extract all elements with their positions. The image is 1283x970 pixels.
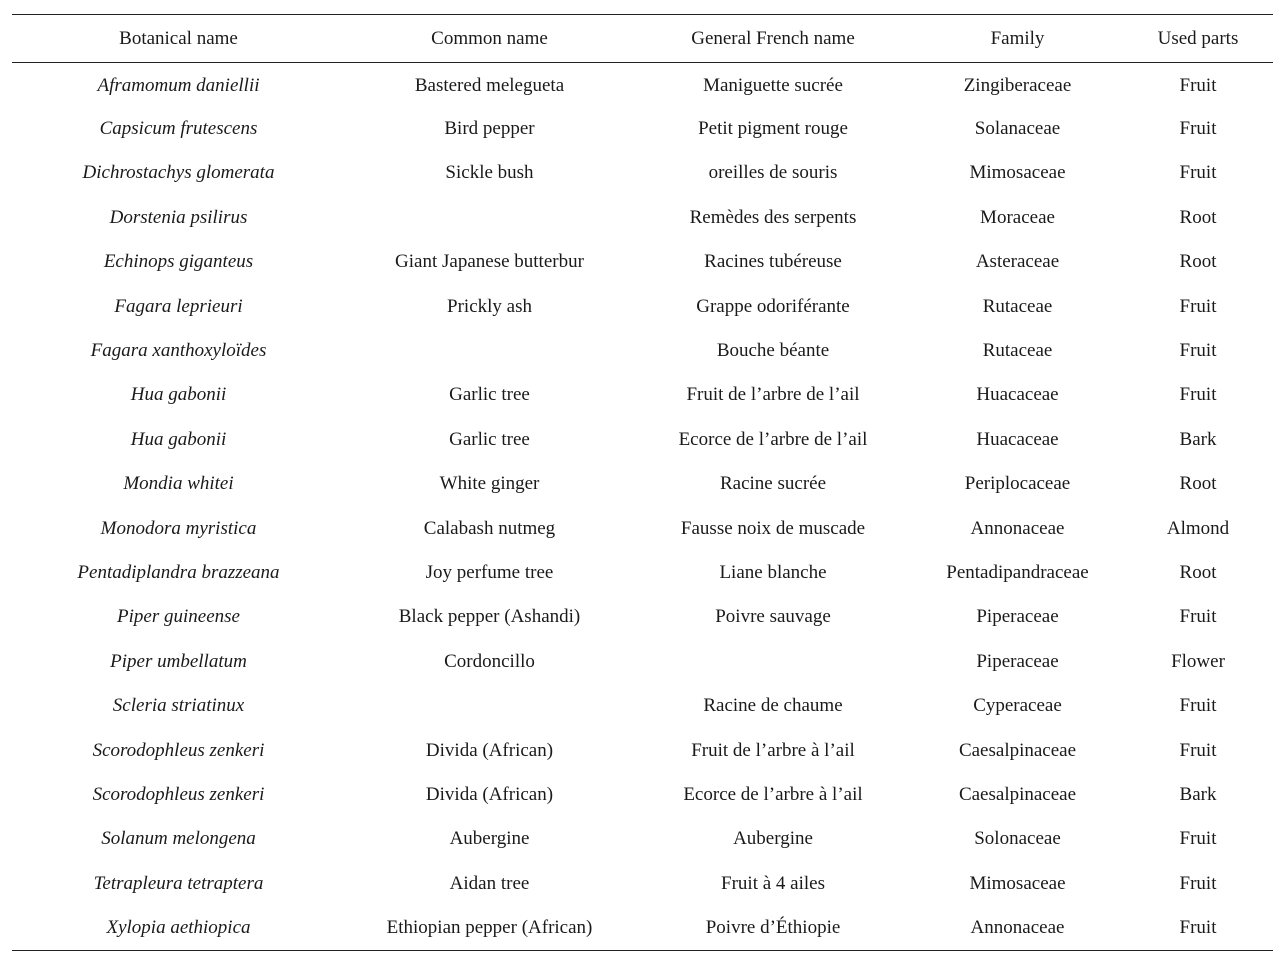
cell-botanical-name: Scleria striatinux	[112, 695, 245, 717]
table-row	[12, 595, 1273, 639]
table-row	[12, 862, 1273, 906]
table-row	[12, 196, 1273, 240]
plant-table-container	[12, 14, 1273, 951]
cell-french-name: Fruit de l’arbre de l’ail	[686, 384, 860, 406]
cell-used-parts: Root	[1179, 473, 1217, 495]
cell-used-parts: Flower	[1171, 650, 1225, 672]
cell-common-name: Bastered melegueta	[414, 74, 565, 96]
cell-common-name: Aidan tree	[449, 872, 530, 894]
cell-family: Caesalpinaceae	[958, 739, 1077, 761]
table-row	[12, 63, 1273, 107]
cell-french-name: Petit pigment rouge	[698, 118, 848, 140]
cell-used-parts: Fruit	[1179, 739, 1217, 761]
cell-common-name: Calabash nutmeg	[423, 517, 556, 539]
table-row	[12, 906, 1273, 950]
table-row	[12, 418, 1273, 462]
cell-used-parts: Root	[1179, 251, 1217, 273]
table-row	[12, 817, 1273, 861]
cell-botanical-name: Hua gabonii	[130, 428, 227, 450]
cell-family: Annonaceae	[970, 916, 1065, 938]
header-row	[12, 15, 1273, 63]
cell-common-name: Cordoncillo	[444, 650, 535, 672]
cell-french-name: Poivre sauvage	[715, 606, 831, 628]
table-header	[12, 15, 1273, 63]
cell-botanical-name: Piper guineense	[117, 606, 240, 628]
table-row	[12, 107, 1273, 151]
cell-common-name	[345, 196, 634, 240]
cell-common-name: Garlic tree	[449, 428, 530, 450]
table-row	[12, 373, 1273, 417]
cell-french-name: Racine sucrée	[719, 473, 827, 495]
cell-french-name: Aubergine	[733, 828, 813, 850]
cell-french-name: Fausse noix de muscade	[680, 517, 866, 539]
cell-used-parts: Fruit	[1179, 74, 1217, 96]
cell-botanical-name: Fagara leprieuri	[114, 295, 243, 317]
cell-common-name: Black pepper (Ashandi)	[398, 606, 581, 628]
cell-botanical-name: Dichrostachys glomerata	[82, 162, 275, 184]
cell-botanical-name: Fagara xanthoxyloïdes	[90, 340, 267, 362]
cell-family: Rutaceae	[982, 295, 1053, 317]
cell-family: Solonaceae	[974, 828, 1061, 850]
cell-botanical-name: Solanum melongena	[101, 828, 256, 850]
table-row	[12, 462, 1273, 506]
cell-family: Huacaceae	[976, 428, 1059, 450]
cell-french-name: Ecorce de l’arbre de l’ail	[678, 428, 868, 450]
cell-family: Solanaceae	[974, 118, 1061, 140]
cell-family: Periplocaceae	[964, 473, 1071, 495]
cell-french-name: Ecorce de l’arbre à l’ail	[683, 783, 863, 805]
table-row	[12, 240, 1273, 284]
table-row	[12, 684, 1273, 728]
table-row	[12, 329, 1273, 373]
cell-common-name: Bird pepper	[444, 118, 535, 140]
cell-used-parts: Fruit	[1179, 828, 1217, 850]
cell-used-parts: Almond	[1166, 517, 1230, 539]
cell-family: Asteraceae	[975, 251, 1060, 273]
header-family: Family	[990, 27, 1045, 49]
cell-botanical-name: Xylopia aethiopica	[106, 916, 251, 938]
cell-french-name: Fruit de l’arbre à l’ail	[691, 739, 855, 761]
cell-used-parts: Root	[1179, 561, 1217, 583]
cell-botanical-name: Piper umbellatum	[110, 650, 247, 672]
cell-family: Rutaceae	[982, 340, 1053, 362]
cell-family: Mimosaceae	[969, 872, 1066, 894]
cell-common-name: Joy perfume tree	[425, 561, 554, 583]
table-row	[12, 151, 1273, 195]
cell-french-name: Racine de chaume	[703, 695, 843, 717]
cell-french-name: Maniguette sucrée	[703, 74, 843, 96]
cell-botanical-name: Monodora myristica	[100, 517, 257, 539]
cell-french-name: Remèdes des serpents	[689, 206, 857, 228]
cell-family: Pentadipandraceae	[946, 561, 1089, 583]
cell-used-parts: Fruit	[1179, 162, 1217, 184]
cell-used-parts: Fruit	[1179, 695, 1217, 717]
table-body	[12, 63, 1273, 951]
cell-french-name: Grappe odoriférante	[696, 295, 850, 317]
plant-table	[12, 14, 1273, 951]
cell-family: Cyperaceae	[973, 695, 1062, 717]
cell-used-parts: Fruit	[1179, 295, 1217, 317]
cell-family: Huacaceae	[976, 384, 1059, 406]
table-row	[12, 506, 1273, 550]
cell-botanical-name: Hua gabonii	[130, 384, 227, 406]
header-french-name: General French name	[691, 27, 855, 49]
cell-common-name: Prickly ash	[447, 295, 532, 317]
cell-botanical-name: Tetrapleura tetraptera	[93, 872, 264, 894]
cell-botanical-name: Echinops giganteus	[103, 251, 254, 273]
cell-family: Caesalpinaceae	[958, 783, 1077, 805]
cell-common-name: Garlic tree	[449, 384, 530, 406]
cell-family: Piperaceae	[976, 650, 1059, 672]
cell-used-parts: Root	[1179, 206, 1217, 228]
table-row	[12, 728, 1273, 772]
cell-used-parts: Fruit	[1179, 340, 1217, 362]
cell-common-name: Divida (African)	[425, 783, 554, 805]
cell-family: Annonaceae	[970, 517, 1065, 539]
header-used-parts: Used parts	[1157, 27, 1239, 49]
cell-common-name: Sickle bush	[445, 162, 534, 184]
cell-used-parts: Fruit	[1179, 606, 1217, 628]
cell-family: Zingiberaceae	[963, 74, 1072, 96]
cell-used-parts: Fruit	[1179, 916, 1217, 938]
cell-common-name: Ethiopian pepper (African)	[386, 916, 593, 938]
cell-common-name: White ginger	[439, 473, 540, 495]
cell-botanical-name: Aframomum daniellii	[97, 74, 260, 96]
cell-family: Mimosaceae	[969, 162, 1066, 184]
cell-botanical-name: Scorodophleus zenkeri	[92, 783, 265, 805]
cell-botanical-name: Mondia whitei	[123, 473, 234, 495]
cell-family: Moraceae	[980, 206, 1055, 228]
cell-french-name: Poivre d’Éthiopie	[705, 916, 841, 938]
cell-common-name	[345, 329, 634, 373]
cell-common-name: Giant Japanese butterbur	[395, 251, 584, 273]
cell-botanical-name: Pentadiplandra brazzeana	[77, 561, 280, 583]
cell-french-name: Liane blanche	[719, 561, 827, 583]
cell-used-parts: Bark	[1179, 783, 1217, 805]
cell-used-parts: Bark	[1179, 428, 1217, 450]
table-row	[12, 773, 1273, 817]
cell-common-name	[345, 684, 634, 728]
table-row	[12, 284, 1273, 328]
cell-used-parts: Fruit	[1179, 384, 1217, 406]
cell-common-name: Aubergine	[449, 828, 530, 850]
cell-common-name: Divida (African)	[425, 739, 554, 761]
cell-used-parts: Fruit	[1179, 118, 1217, 140]
cell-french-name: Bouche béante	[716, 340, 830, 362]
table-row	[12, 640, 1273, 684]
cell-family: Piperaceae	[976, 606, 1059, 628]
header-common-name: Common name	[431, 27, 548, 49]
header-botanical-name: Botanical name	[119, 27, 238, 49]
cell-french-name: oreilles de souris	[708, 162, 838, 184]
cell-used-parts: Fruit	[1179, 872, 1217, 894]
cell-botanical-name: Capsicum frutescens	[99, 118, 258, 140]
cell-french-name	[634, 640, 912, 684]
cell-botanical-name: Dorstenia psilirus	[109, 206, 248, 228]
cell-french-name: Racines tubéreuse	[704, 251, 842, 273]
cell-botanical-name: Scorodophleus zenkeri	[92, 739, 265, 761]
cell-french-name: Fruit à 4 ailes	[721, 872, 825, 894]
table-row	[12, 551, 1273, 595]
